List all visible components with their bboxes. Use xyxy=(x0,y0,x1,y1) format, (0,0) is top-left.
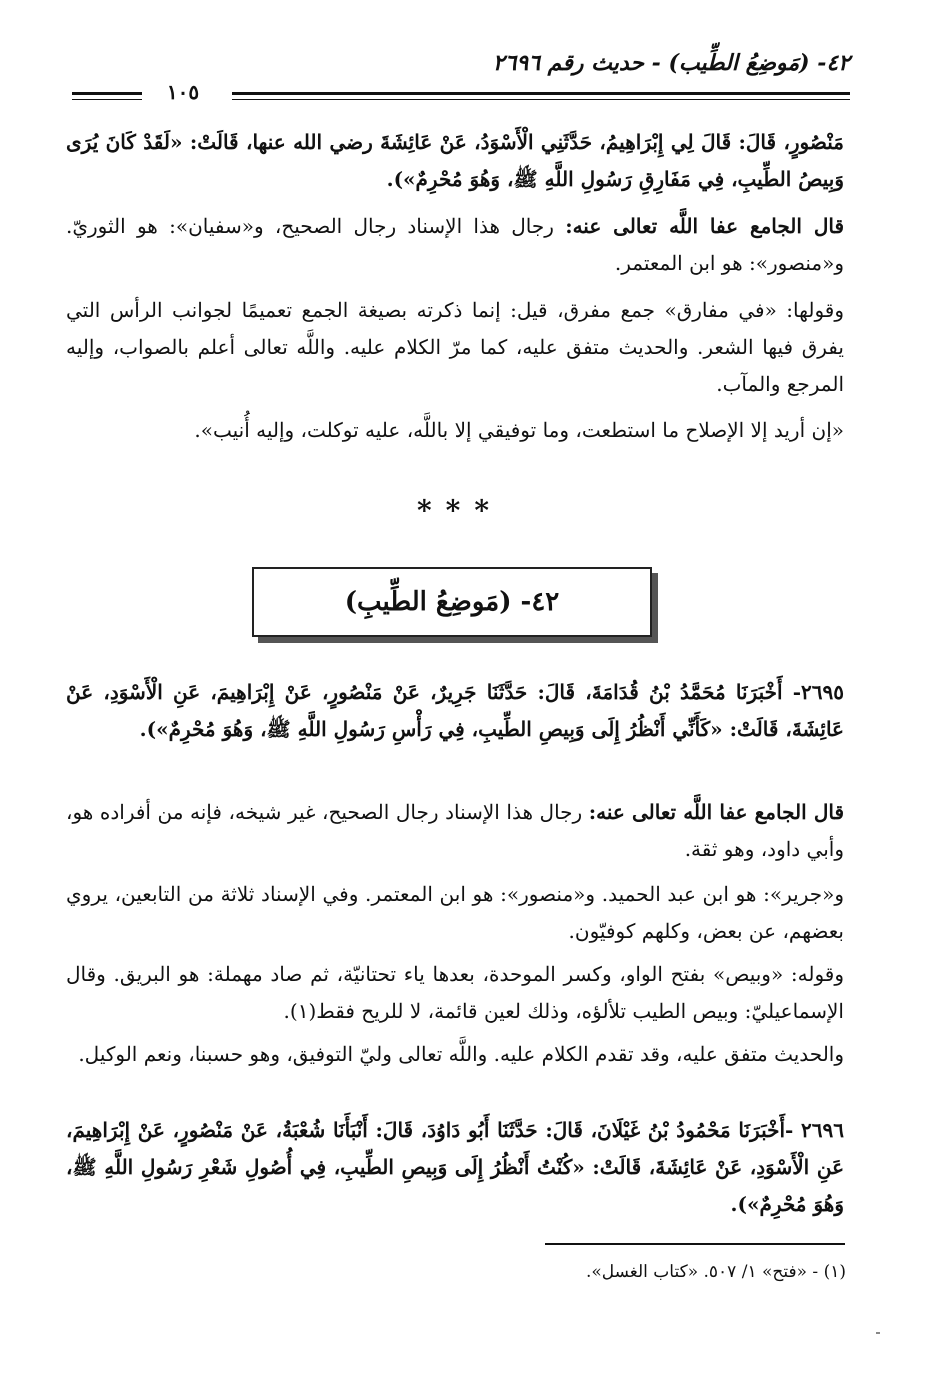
commentary-paragraph: و«جرير»: هو ابن عبد الحميد. و«منصور»: هو ابن المعتمر. وفي الإسناد ثلاثة من التابعين، يروي بعضهم، عن بعض، وكلهم كوفيّون. xyxy=(66,882,844,943)
section-separator: *** xyxy=(417,494,503,527)
commentary-text: رجال هذا الإسناد رجال الصحيح، غير شيخه، فإنه من أفراده هو، وأبي داود، وهو ثقة. xyxy=(66,800,844,861)
commentary-lead: قال الجامع عفا اللَّه تعالى عنه: xyxy=(565,214,845,238)
commentary-paragraph: وقوله: «وبيص» بفتح الواو، وكسر الموحدة، بعدها ياء تحتانيّة، ثم صاد مهملة: هو البريق. وقال الإسماعيليّ: وبيص الطيب تلألؤه، وذلك لعين قائمة، لا للريح فقط(١). xyxy=(66,962,844,1023)
commentary-text: رجال هذا الإسناد رجال الصحيح، و«سفيان»: هو الثوريّ. و«منصور»: هو ابن المعتمر. xyxy=(66,214,844,275)
footnote: (١) - «فتح» ١/ ٥٠٧. «كتاب الغسل». xyxy=(585,1262,846,1282)
footnote-rule xyxy=(545,1243,845,1245)
commentary-paragraph: وقولها: «في مفارق» جمع مفرق، قيل: إنما ذكرته بصيغة الجمع تعميمًا لجوانب الرأس التي يفرق فيها الشعر. والحديث متفق عليه، كما مرّ الكلام عليه. واللَّه تعالى أعلم بالصواب، وإليه المرجع والمآب. xyxy=(66,298,844,396)
header-rule-short xyxy=(72,92,142,100)
closing-dua: «إن أريد إلا الإصلاح ما استطعت، وما توفيقي إلا باللَّه، عليه توكلت، وإليه أُنيب». xyxy=(194,418,844,442)
hadith-2695: ٢٦٩٥- أَخْبَرَنَا مُحَمَّدُ بْنُ قُدَامَةَ، قَالَ: حَدَّثَنَا جَرِيرٌ، عَنْ مَنْصُورٍ، عَنْ إِبْرَاهِيمَ، عَنِ الْأَسْوَدِ، عَنْ عَائِشَةَ، قَالَتْ: «كَأَنِّي أَنْظُرُ إِلَى وَبِيصِ الطِّيبِ، فِي رَأْسِ رَسُولِ اللَّهِ ﷺ، وَهُوَ مُحْرِمٌ»). xyxy=(66,680,844,741)
page-number: ١٠٥ xyxy=(166,80,200,104)
header-rule xyxy=(232,92,850,100)
commentary-lead: قال الجامع عفا اللَّه تعالى عنه: xyxy=(588,800,844,824)
chapter-heading-box xyxy=(252,567,652,637)
hadith-continuation: مَنْصُورٍ، قَالَ: قَالَ لِي إِبْرَاهِيمُ، حَدَّثَنِي الْأَسْوَدُ، عَنْ عَائِشَةَ رضي الله عنها، قَالَتْ: «لَقَدْ كَانَ يُرَى وَبِيصُ الطِّيبِ، فِي مَفَارِقِ رَسُولِ اللَّهِ ﷺ، وَهُوَ مُحْرِمٌ»). xyxy=(66,130,844,191)
commentary-paragraph xyxy=(66,794,844,868)
commentary-paragraph xyxy=(66,208,844,282)
chapter-heading: ٤٢- (مَوضِعُ الطِّيبِ) xyxy=(344,587,560,617)
commentary-paragraph: والحديث متفق عليه، وقد تقدم الكلام عليه. واللَّه تعالى وليّ التوفيق، وهو حسبنا، ونعم الوكيل. xyxy=(78,1042,844,1066)
hadith-2696: ٢٦٩٦ -أَخْبَرَنَا مَحْمُودُ بْنُ غَيْلَانَ، قَالَ: حَدَّثَنَا أَبُو دَاوُدَ، قَالَ: أَنْبَأَنَا شُعْبَةُ، عَنْ مَنْصُورٍ، عَنْ إِبْرَاهِيمَ، عَنِ الْأَسْوَدِ، عَنْ عَائِشَةَ، قَالَتْ: «كُنْتُ أَنْظُرُ إِلَى وَبِيصِ الطِّيبِ، فِي أُصُولِ شَعْرِ رَسُولِ اللَّهِ ﷺ، وَهُوَ مُحْرِمٌ»). xyxy=(66,1118,844,1216)
page-speck xyxy=(876,1332,880,1334)
running-header-title: ٤٢- (مَوضِعُ الطِّيب) - حديث رقم ٢٦٩٦ xyxy=(492,50,850,76)
